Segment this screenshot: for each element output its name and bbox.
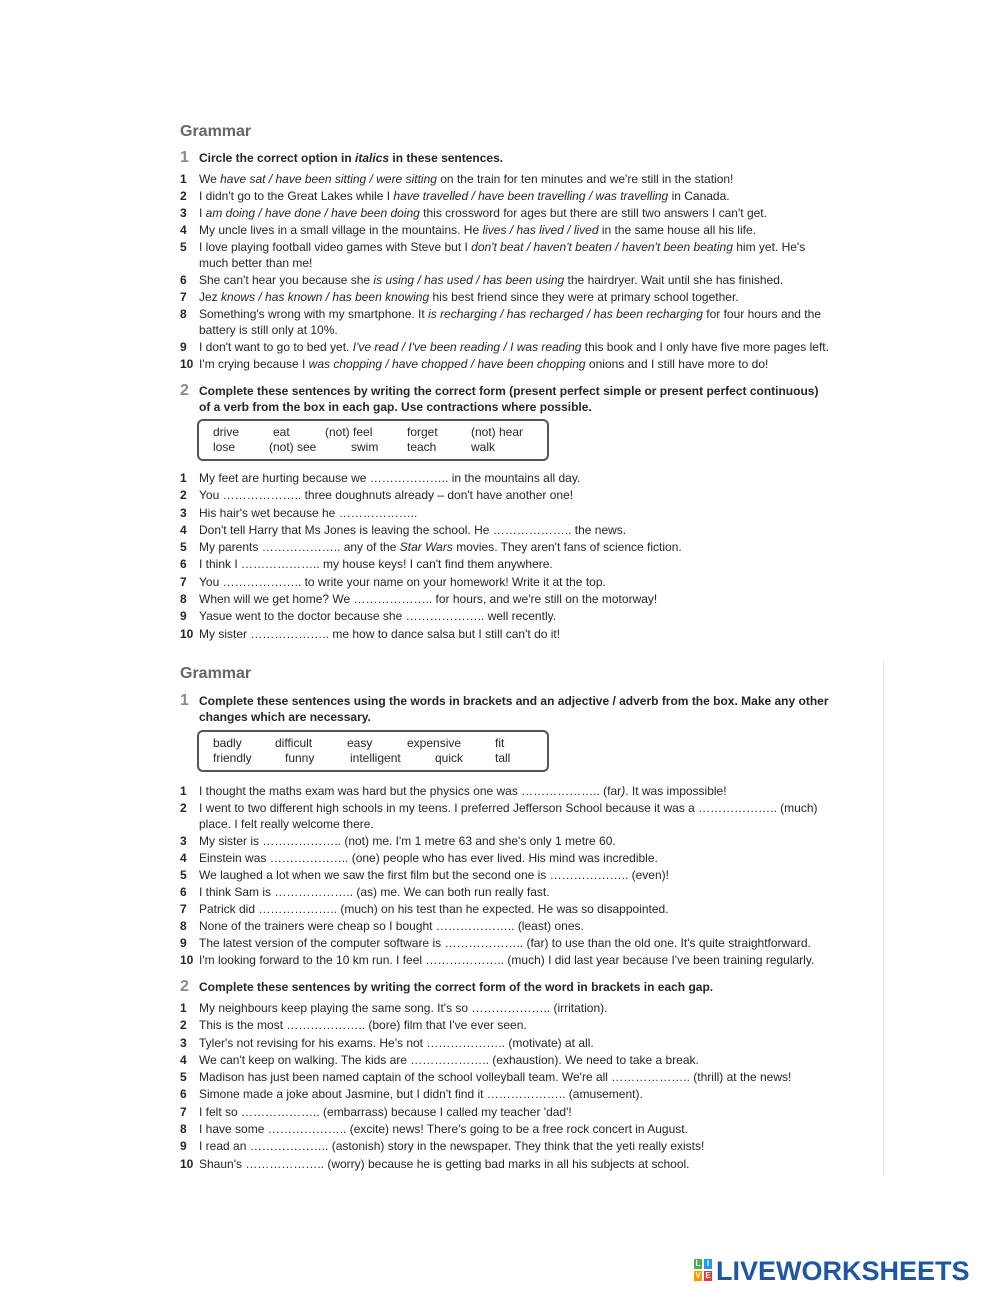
item-number: 10	[180, 1156, 194, 1171]
box-word: badly	[213, 736, 242, 750]
box-word: (not) feel	[325, 425, 373, 439]
list-item	[180, 800, 830, 832]
list-item	[180, 205, 830, 221]
section-heading: Grammar	[180, 665, 252, 682]
item-text: I'm looking forward to the 10 km run. I feel ……………….. (much) I did last year because I've been training regularly.	[199, 953, 815, 967]
item-text: I felt so ……………….. (embarrass) because I called my teacher 'dad'!	[199, 1104, 572, 1119]
item-number: 5	[180, 1070, 187, 1085]
exercise-number: 1	[180, 149, 189, 166]
item-number: 7	[180, 290, 187, 304]
box-word: lose	[213, 440, 236, 454]
item-text: I didn't go to the Great Lakes while I have travelled / have been travelling / was travelling in Canada.	[199, 189, 730, 203]
item-number: 7	[180, 574, 187, 589]
item-text: This is the most ……………….. (bore) film that I've ever seen.	[199, 1018, 527, 1033]
box-word: eat	[273, 425, 290, 439]
list-item	[180, 783, 830, 799]
item-number: 4	[180, 1052, 187, 1067]
logo-letter-i: I	[704, 1259, 712, 1269]
list-item	[180, 1156, 830, 1172]
item-number: 2	[180, 488, 187, 503]
liveworksheets-logo	[694, 1256, 994, 1286]
list-item	[180, 1104, 830, 1120]
list-item	[180, 356, 830, 372]
brand-name: LIVEWORKSHEETS	[716, 1255, 970, 1286]
item-text: Something's wrong with my smartphone. It is recharging / has recharged / has been recharging for four hours and the battery is still only at 10%.	[199, 307, 821, 337]
exercise-instruction: Circle the correct option in italics in these sentences.	[199, 151, 504, 165]
list-item	[180, 1052, 830, 1068]
item-number: 2	[180, 801, 187, 815]
exercise-1-header	[180, 150, 830, 166]
item-text: We laughed a lot when we saw the first film but the second one is ……………….. (even)!	[199, 868, 669, 882]
item-number: 5	[180, 868, 187, 882]
grammar-section-2	[180, 663, 830, 1173]
item-text: You ……………….. three doughnuts already – don't have another one!	[199, 488, 574, 503]
item-number: 8	[180, 919, 187, 933]
list-item	[180, 505, 830, 521]
item-number: 7	[180, 902, 187, 916]
item-number: 3	[180, 206, 187, 220]
list-item	[180, 608, 830, 624]
list-item	[180, 222, 830, 238]
item-text: Tyler's not revising for his exams. He's not ……………….. (motivate) at all.	[199, 1035, 594, 1050]
item-number: 1	[180, 471, 187, 485]
box-word: intelligent	[350, 751, 401, 765]
item-number: 7	[180, 1104, 187, 1119]
item-text: My feet are hurting because we ……………….. in the mountains all day.	[199, 471, 581, 485]
item-text: My sister is ……………….. (not) me. I'm 1 metre 63 and she's only 1 metre 60.	[199, 834, 616, 848]
item-number: 2	[180, 1018, 187, 1033]
item-text: My neighbours keep playing the same song. It's so ……………….. (irritation).	[199, 1001, 608, 1015]
list-item	[180, 539, 830, 555]
list-item	[180, 574, 830, 590]
item-number: 5	[180, 540, 187, 555]
box-word: easy	[347, 736, 373, 750]
item-number: 6	[180, 273, 187, 287]
item-text: When will we get home? We ……………….. for hours, and we're still on the motorway!	[199, 592, 658, 607]
exercise-2-list	[180, 1000, 830, 1172]
item-number: 9	[180, 609, 187, 624]
list-item	[180, 239, 830, 271]
item-number: 3	[180, 1035, 187, 1050]
item-number: 1	[180, 1001, 187, 1015]
list-item	[180, 556, 830, 572]
list-item	[180, 1035, 830, 1051]
item-number: 3	[180, 505, 187, 520]
item-number: 6	[180, 1087, 187, 1102]
exercise-number: 2	[180, 382, 189, 399]
box-word: (not) see	[269, 440, 317, 454]
word-box-row	[213, 440, 547, 455]
list-item	[180, 591, 830, 607]
item-number: 6	[180, 557, 187, 572]
word-box-row	[213, 736, 547, 751]
word-box-row	[213, 751, 547, 766]
item-text: We have sat / have been sitting / were sitting on the train for ten minutes and we're still in the station!	[199, 172, 734, 186]
list-item	[180, 884, 830, 900]
section-heading: Grammar	[180, 123, 252, 140]
list-item	[180, 1121, 830, 1137]
exercise-2-list	[180, 470, 830, 642]
item-text: Madison has just been named captain of the school volleyball team. We're all ……………….. (thrill) at the news!	[199, 1070, 792, 1085]
list-item	[180, 289, 830, 305]
logo-letter-e: E	[705, 1271, 711, 1280]
list-item	[180, 272, 830, 288]
item-number: 9	[180, 1139, 187, 1154]
box-word: fit	[495, 736, 505, 750]
item-text: The latest version of the computer software is ……………….. (far) to use than the old one. It's quite straightforward.	[199, 936, 811, 950]
item-number: 1	[180, 172, 187, 186]
list-item	[180, 306, 830, 338]
list-item	[180, 171, 830, 187]
box-word: expensive	[407, 736, 462, 750]
item-text: My sister ……………….. me how to dance salsa but I still can't do it!	[199, 626, 561, 641]
item-number: 10	[180, 953, 194, 967]
list-item	[180, 1017, 830, 1033]
liveworksheets-icon	[694, 1259, 714, 1283]
list-item	[180, 850, 830, 866]
list-item	[180, 867, 830, 883]
item-text: We can't keep on walking. The kids are ……………….. (exhaustion). We need to take a break.	[199, 1052, 699, 1067]
item-text: I'm crying because I was chopping / have chopped / have been chopping onions and I still have more to do!	[199, 357, 769, 371]
logo-letter-v: V	[695, 1271, 701, 1280]
list-item	[180, 522, 830, 538]
box-word: friendly	[213, 751, 252, 765]
item-text: I don't want to go to bed yet. I've read / I've been reading / I was reading this book and I only have five more pages left.	[199, 340, 829, 354]
exercise-instruction: Complete these sentences using the words in brackets and an adjective / adverb from the box. Make any other changes which are necessary.	[199, 694, 829, 724]
item-text: She can't hear you because she is using / has used / has been using the hairdryer. Wait until she has finished.	[199, 273, 784, 287]
exercise-2-header	[180, 383, 830, 415]
word-box	[197, 419, 549, 461]
list-item	[180, 1069, 830, 1085]
exercise-1-list	[180, 783, 830, 968]
box-word: quick	[435, 751, 464, 765]
logo-letter-l: L	[695, 1259, 701, 1268]
list-item	[180, 1138, 830, 1154]
box-word: teach	[407, 440, 437, 454]
list-item	[180, 487, 830, 503]
word-box-row	[213, 425, 547, 440]
item-text: Don't tell Harry that Ms Jones is leaving the school. He ……………….. the news.	[199, 522, 627, 537]
item-text: I love playing football video games with Steve but I don't beat / haven't beaten / haven't been beating him yet. He's much better than me!	[199, 240, 806, 270]
item-number: 4	[180, 223, 187, 237]
item-text: Simone made a joke about Jasmine, but I didn't find it ……………….. (amusement).	[199, 1087, 643, 1102]
item-text: Shaun's ……………….. (worry) because he is getting bad marks in all his subjects at school.	[199, 1156, 690, 1171]
item-number: 9	[180, 936, 187, 950]
exercise-instruction: Complete these sentences by writing the correct form (present perfect simple or present perfect continuous) of a verb from the box in each gap. Use contractions where possible.	[199, 384, 819, 414]
item-text: Patrick did ……………….. (much) on his test than he expected. He was so disappointed.	[199, 902, 669, 916]
item-number: 8	[180, 1122, 187, 1137]
item-number: 4	[180, 522, 187, 537]
exercise-2-header	[180, 979, 830, 995]
item-number: 8	[180, 307, 187, 321]
item-text: I think I ……………….. my house keys! I can't find them anywhere.	[199, 557, 553, 572]
list-item	[180, 1086, 830, 1102]
box-word: drive	[213, 425, 240, 439]
item-number: 3	[180, 834, 187, 848]
list-item	[180, 1000, 830, 1016]
item-number: 10	[180, 626, 194, 641]
item-text: Yasue went to the doctor because she ……………….. well recently.	[199, 609, 557, 624]
exercise-1-header	[180, 693, 830, 725]
box-word: funny	[285, 751, 315, 765]
box-word: forget	[407, 425, 438, 439]
item-number: 1	[180, 784, 187, 798]
item-text: I read an ……………….. (astonish) story in the newspaper. They think that the yeti really exists!	[199, 1139, 705, 1154]
item-text: I have some ……………….. (excite) news! There's going to be a free rock concert in August.	[199, 1122, 688, 1137]
item-text: I am doing / have done / have been doing this crossword for ages but there are still two answers I can't get.	[199, 206, 767, 220]
item-text: Einstein was ……………….. (one) people who has ever lived. His mind was incredible.	[199, 851, 658, 865]
item-number: 5	[180, 240, 187, 254]
item-text: My uncle lives in a small village in the mountains. He lives / has lived / lived in the same house all his life.	[199, 223, 756, 237]
item-text: I went to two different high schools in my teens. I preferred Jefferson School because it was a ……………….. (much) place. I felt really welcome there.	[199, 801, 818, 831]
grammar-section-1	[180, 121, 830, 643]
exercise-instruction: Complete these sentences by writing the correct form of the word in brackets in each gap.	[199, 980, 714, 994]
box-word: swim	[351, 440, 379, 454]
list-item	[180, 188, 830, 204]
item-text: You ……………….. to write your name on your homework! Write it at the top.	[199, 574, 606, 589]
box-word: difficult	[275, 736, 313, 750]
list-item	[180, 952, 830, 968]
item-text: His hair's wet because he ………………..	[199, 505, 418, 520]
item-text: My parents ……………….. any of the Star Wars movies. They aren't fans of science fiction.	[199, 540, 682, 555]
list-item	[180, 339, 830, 355]
list-item	[180, 918, 830, 934]
item-number: 10	[180, 357, 194, 371]
box-word: (not) hear	[471, 425, 524, 439]
item-number: 8	[180, 592, 187, 607]
item-text: Jez knows / has known / has been knowing his best friend since they were at primary school together.	[199, 290, 739, 304]
word-box	[197, 730, 549, 772]
item-text: I think Sam is ……………….. (as) me. We can both run really fast.	[199, 885, 550, 899]
item-number: 2	[180, 189, 187, 203]
exercise-number: 2	[180, 978, 189, 995]
item-number: 6	[180, 885, 187, 899]
item-text: None of the trainers were cheap so I bought ……………….. (least) ones.	[199, 919, 584, 933]
item-text: I thought the maths exam was hard but the physics one was ……………….. (far). It was impossible!	[199, 784, 727, 798]
item-number: 9	[180, 340, 187, 354]
list-item	[180, 833, 830, 849]
list-item	[180, 626, 830, 642]
box-word: tall	[495, 751, 511, 765]
exercise-1-list	[180, 171, 830, 372]
list-item	[180, 935, 830, 951]
list-item	[180, 470, 830, 486]
exercise-number: 1	[180, 692, 189, 709]
item-number: 4	[180, 851, 187, 865]
page-divider	[883, 660, 884, 1176]
list-item	[180, 901, 830, 917]
box-word: walk	[471, 440, 496, 454]
